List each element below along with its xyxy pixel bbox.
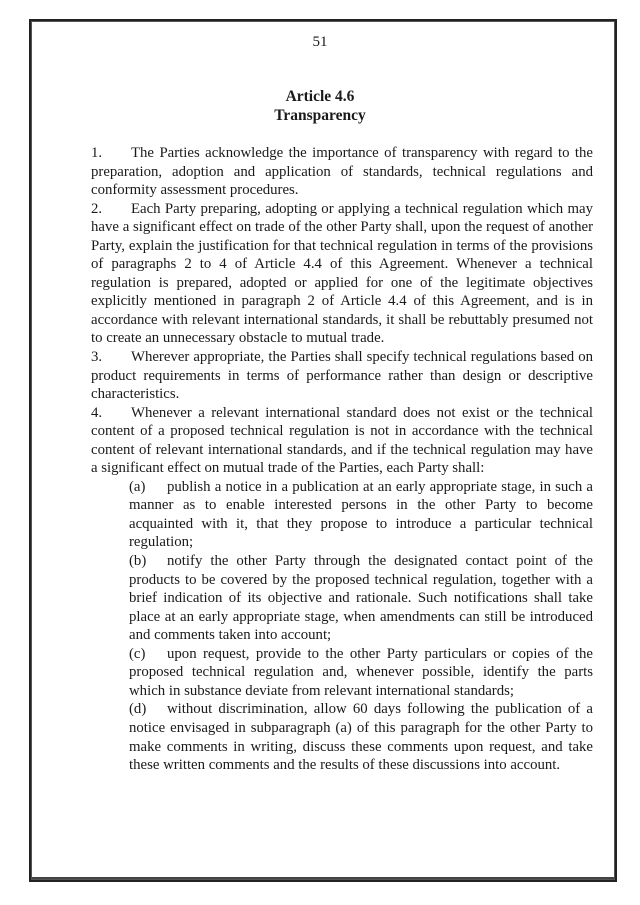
- paragraph-4: [91, 404, 593, 478]
- paragraph-number: 2.: [91, 200, 103, 217]
- paragraph-2: [91, 200, 593, 348]
- article-title: Article 4.6: [285, 88, 355, 105]
- paragraph-text: Wherever appropriate, the Parties shall specify technical regulations based on product requirements in terms of performance rather than design or descriptive characteristics.: [91, 349, 593, 403]
- subparagraph-d: [129, 700, 593, 774]
- paragraph-text: Each Party preparing, adopting or applying a technical regulation which may have a significant effect on trade of the other Party shall, upon the request of another Party, explain the justification for that technical regulation in terms of the provisions of paragraphs 2 to 4 of Article 4.4 of this Agreement. Whenever a technical regulation is prepared, adopted or applied for one of the legitimate objectives explicitly mentioned in paragraph 2 of Article 4.4 of this Agreement, and is in accordance with relevant international standards, it shall be rebuttably presumed not to create an unnecessary obstacle to mutual trade.: [91, 200, 593, 347]
- subparagraph-label: (c): [129, 645, 146, 662]
- subparagraph-a: [129, 478, 593, 552]
- paragraph-3: [91, 348, 593, 404]
- subparagraph-text: upon request, provide to the other Party particulars or copies of the proposed technical regulation and, whenever possible, identify the parts which in substance deviate from relevant international standards;: [129, 645, 593, 699]
- subparagraph-text: publish a notice in a publication at an early appropriate stage, in such a manner as to enable interested persons in the other Party to become acquainted with it, that they propose to introduce a particular technical regulation;: [129, 478, 593, 551]
- subparagraph-label: (a): [129, 478, 146, 495]
- page-number: 51: [312, 34, 328, 50]
- article-subtitle: Transparency: [274, 107, 366, 124]
- paragraph-text: The Parties acknowledge the importance of transparency with regard to the preparation, adoption and application of standards, technical regulations and conformity assessment procedures.: [91, 145, 593, 199]
- paragraph-number: 1.: [91, 145, 103, 161]
- subparagraph-c: [129, 645, 593, 701]
- subparagraph-b: [129, 552, 593, 645]
- paragraph-number: 4.: [91, 404, 103, 421]
- subparagraph-label: (d): [129, 701, 147, 718]
- subparagraph-text: notify the other Party through the designated contact point of the products to be covered by the proposed technical regulation, together with a brief indication of its objective and rationale. Such notifications shall take place at an early appropriate stage, when amendments can still be introduced and comments taken into account;: [129, 553, 593, 644]
- paragraph-1: [91, 144, 593, 200]
- paragraph-number: 3.: [91, 349, 103, 366]
- subparagraph-label: (b): [129, 553, 147, 570]
- subparagraph-text: without discrimination, allow 60 days following the publication of a notice envisaged in subparagraph (a) of this paragraph for the other Party to make comments in writing, discuss these comments upon request, and take these written comments and the results of these discussions into account.: [129, 701, 593, 774]
- article-body: [91, 144, 593, 775]
- paragraph-text: Whenever a relevant international standard does not exist or the technical content of a proposed technical regulation is not in accordance with the technical content of relevant international standards, and if the technical regulation may have a significant effect on mutual trade of the Parties, each Party shall:: [91, 404, 593, 477]
